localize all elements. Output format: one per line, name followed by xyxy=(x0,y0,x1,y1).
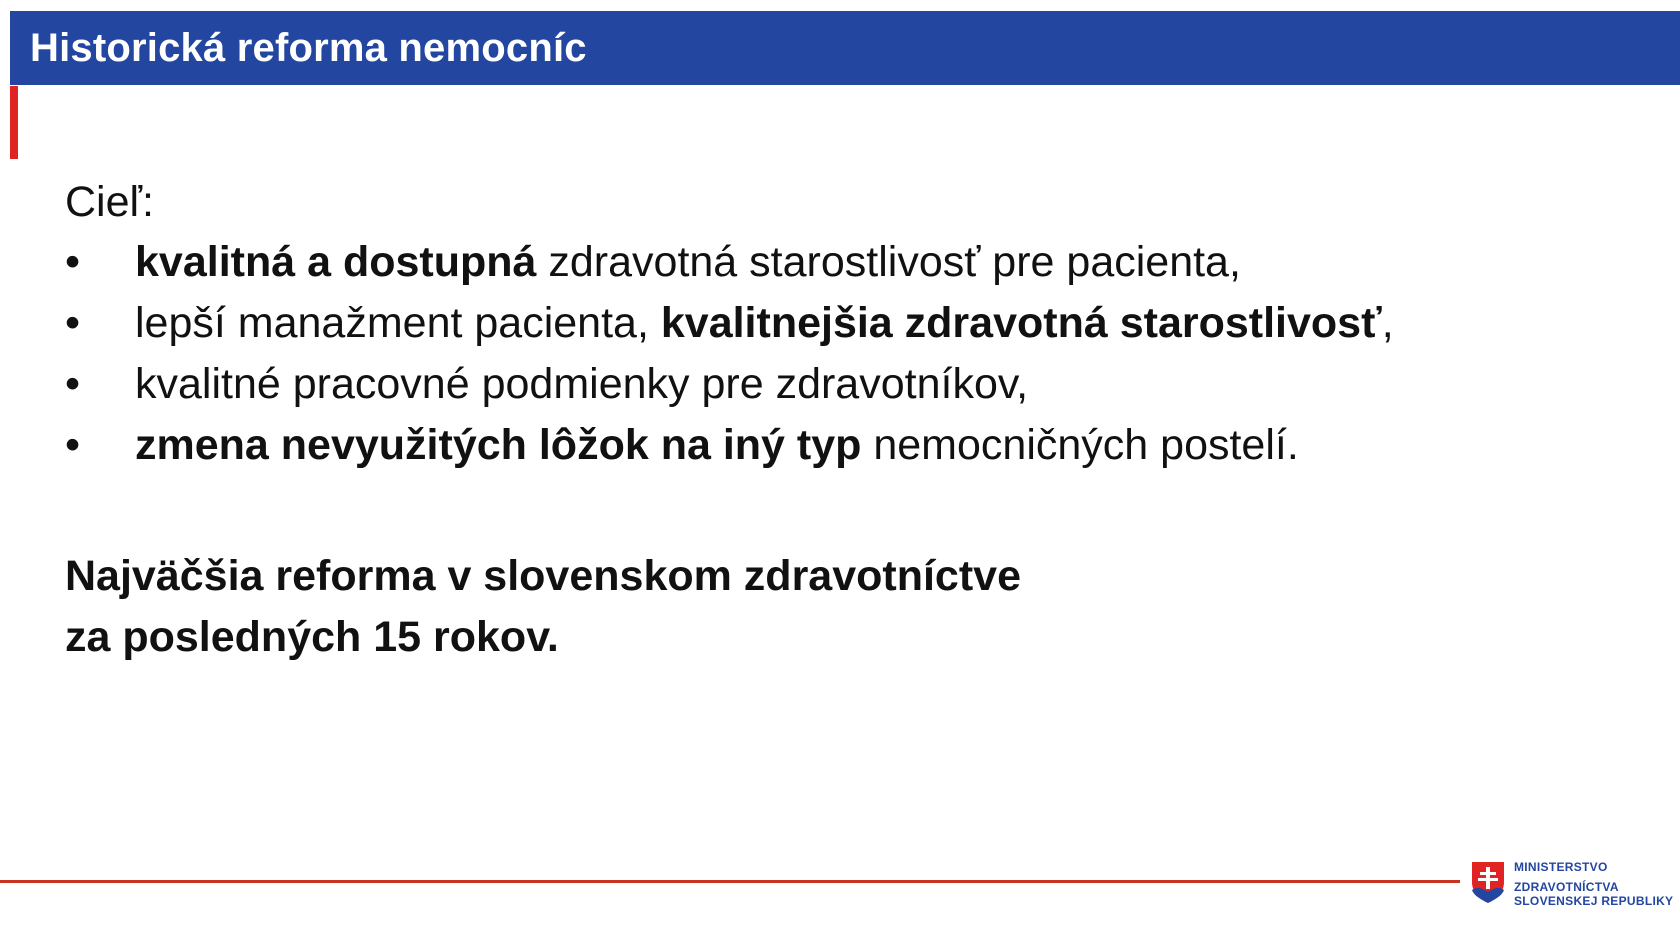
goal-item-bold: zmena nevyužitých lôžok na iný typ xyxy=(135,421,862,469)
red-accent-bar xyxy=(10,86,18,159)
ministry-name-line: MINISTERSTVO xyxy=(1514,860,1608,874)
bullet-icon: • xyxy=(65,360,81,408)
goal-item-tail: , xyxy=(1381,299,1394,347)
goal-item-text: zdravotná starostlivosť pre pacienta, xyxy=(536,238,1241,286)
goal-item xyxy=(65,232,1625,293)
footer-divider xyxy=(0,880,1460,883)
goal-item-text: kvalitné pracovné podmienky pre zdravotníkov, xyxy=(135,360,1029,408)
ministry-logo xyxy=(1470,860,1673,908)
ministry-name-line: ZDRAVOTNÍCTVA xyxy=(1514,880,1619,894)
summary-line: Najväčšia reforma v slovenskom zdravotníctve xyxy=(65,552,1021,600)
bullet-icon: • xyxy=(65,238,81,286)
goal-item-bold-after: kvalitnejšia zdravotná starostlivosť xyxy=(660,299,1382,347)
goal-item xyxy=(65,293,1625,354)
slide-content xyxy=(65,172,1625,668)
goal-item-bold: kvalitná a dostupná xyxy=(135,238,537,286)
goal-item xyxy=(65,415,1625,476)
goal-item xyxy=(65,354,1625,415)
goal-item-text: lepší manažment pacienta, xyxy=(135,299,661,347)
goal-label: Cieľ: xyxy=(65,178,155,226)
bullet-icon: • xyxy=(65,299,81,347)
slide-title: Historická reforma nemocníc xyxy=(30,25,587,70)
summary-line: za posledných 15 rokov. xyxy=(65,613,559,661)
slide-title-bar xyxy=(10,11,1680,85)
goal-list xyxy=(65,232,1625,476)
bullet-icon: • xyxy=(65,421,81,469)
goal-item-text: nemocničných postelí. xyxy=(861,421,1299,469)
ministry-name-line: SLOVENSKEJ REPUBLIKY xyxy=(1514,894,1674,908)
ministry-name xyxy=(1514,860,1673,908)
summary-statement xyxy=(65,546,1625,668)
slovak-coat-of-arms-icon xyxy=(1470,860,1506,904)
